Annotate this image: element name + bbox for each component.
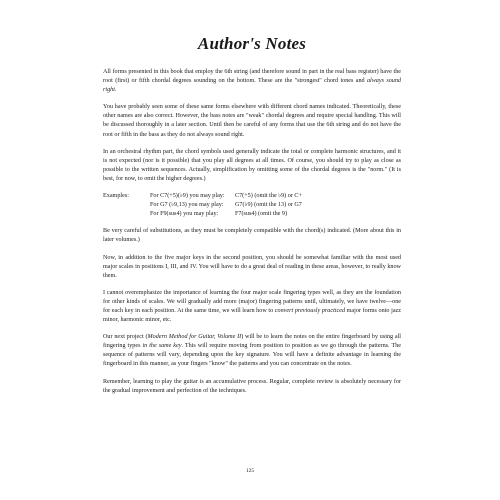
- paragraph-text: Our next project (: [103, 334, 148, 341]
- paragraph-text: I cannot overemphasize the importance of learning the four major scale fingering types well, as they are the foundation for other kinds of scales. We will gradually add more (major) fingering patterns until, ultimately, we have twelve—one for each key in each position. At the same time, we will learn how to: [103, 289, 401, 314]
- example-given-chord: For G7 (♭9,13) you may play:: [150, 202, 224, 209]
- example-play-chord: C7(+5) (omit the ♭9) or C+: [235, 193, 302, 200]
- examples-spacer: [103, 201, 150, 210]
- page-content: [103, 34, 401, 404]
- paragraph-text: ) will be to learn the notes on the entire fingerboard by using all fingering types: [103, 334, 402, 350]
- examples-block: [103, 192, 401, 219]
- paragraph-text: .: [114, 87, 117, 94]
- paragraph-text: . This will require moving from position to position as we go through the patterns. The sequence of patterns will vary, depending upon the key signature. You will have a definite advantage in learning the fingerboard in this manner, as your fingers "know" the patterns and you can concentrate on the notes.: [103, 343, 402, 368]
- paragraph-next-project: [103, 333, 401, 369]
- book-title-text: Modern Method for Guitar, Volume II: [147, 334, 242, 341]
- paragraph-major-keys: Now, in addition to the five major keys in the second position, you should be somewhat familiar with the most used major scales in positions I, III, and IV. You will have to do a great deal of reading in these areas, however, to really know them.: [103, 254, 401, 279]
- example-given-chord: For F9(sus4) you may play:: [150, 211, 219, 218]
- emphasis-text: always sound right: [103, 78, 401, 94]
- paragraph-text: All forms presented in this book that employ the 6th string (and therefore sound in part in the real bass register) have the root (first) or fifth chordal degrees sounding on the bottom. These are the "strongest" chord tones and: [103, 69, 401, 85]
- examples-spacer: [103, 210, 150, 219]
- paragraph-fingering-types: [103, 289, 401, 325]
- page-title: Author's Notes: [197, 34, 307, 53]
- emphasis-text: convert previously practiced: [274, 307, 346, 314]
- page-number: 125: [245, 468, 255, 474]
- paragraph-text: major forms onto jazz minor, harmonic minor, etc.: [103, 307, 401, 324]
- paragraph-remember: Remember, learning to play the guitar is an accumulative process. Regular, complete review is absolutely necessary for the gradual improvement and perfection of the techniques.: [103, 378, 401, 394]
- examples-label: Examples:: [103, 193, 129, 200]
- example-play-chord: G7(♭9) (omit the 13) or G7: [235, 202, 302, 209]
- example-play-chord: F7(sus4) (omit the 9): [235, 211, 288, 218]
- example-given-chord: For C7(+5)(♭9) you may play:: [150, 193, 225, 200]
- paragraph-bass-forms: [103, 68, 401, 95]
- paragraph-rhythm-part: In an orchestral rhythm part, the chord symbols used generally indicate the total or complete harmonic structures, and it is not expected (nor is it possible) that you play all degrees at all times. Of course, you should try to play as close as possible to the written sequences. Actually, simplification by omitting some of the chordal degrees is the "norm." (It is best, for now, to omit the higher degrees.): [103, 148, 401, 182]
- paragraph-chord-names: You have probably seen some of these same forms elsewhere with different chord names indicated. Theoretically, these other names are also correct. However, the bass notes are "weak" chordal degrees and require special handling. This will be discussed thoroughly in a later section. Until then be careful of any forms that use the 6th string and do not have the root or fifth in the bass as they do not always sound right.: [103, 104, 401, 138]
- emphasis-text: in the same key: [142, 343, 182, 350]
- paragraph-substitutions: Be very careful of substitutions, as they must be completely compatible with the chord(s) indicated. (More about this in later volumes.): [103, 228, 401, 244]
